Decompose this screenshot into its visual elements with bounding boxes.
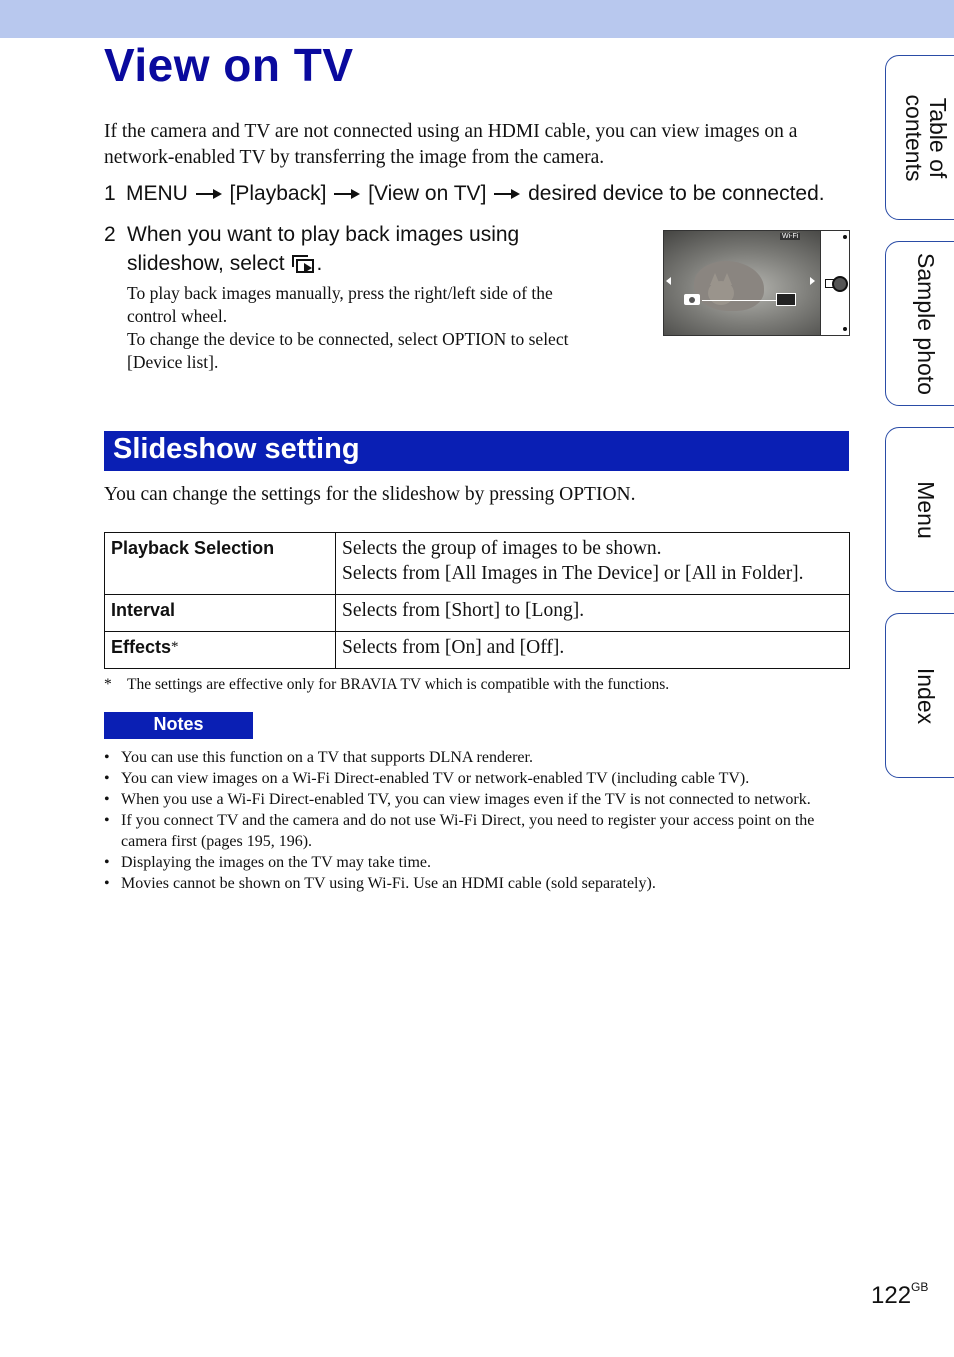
table-row — [105, 595, 850, 632]
tv-icon — [776, 293, 796, 306]
setting-description — [336, 595, 850, 632]
step-2-number: 2 — [104, 223, 116, 246]
step-2-body-line: To change the device to be connected, select OPTION to select [Device list]. — [127, 329, 569, 372]
list-item: • Displaying the images on the TV may take time. — [104, 852, 852, 873]
section-intro: You can change the settings for the slideshow by pressing OPTION. — [104, 484, 636, 505]
slideshow-section-header — [104, 431, 849, 471]
step-1-part-menu: MENU — [126, 182, 188, 205]
tab-label — [902, 94, 950, 181]
tab-table-of-contents[interactable] — [885, 55, 954, 220]
section-heading: Slideshow setting — [113, 433, 360, 465]
setting-name — [105, 533, 336, 595]
step-2-heading-end: . — [316, 252, 323, 275]
step-1-part-view-on-tv: [View on TV] — [368, 182, 487, 205]
list-item: • When you use a Wi-Fi Direct-enabled TV, you can view images even if the TV is not connected to network. — [104, 789, 852, 810]
step-1-part-device: desired device to be connected. — [528, 182, 825, 205]
right-arrow-icon — [196, 189, 222, 199]
setting-name — [105, 595, 336, 632]
step-2-body-line: To play back images manually, press the right/left side of the control wheel. — [127, 283, 553, 326]
tab-index[interactable] — [885, 613, 954, 778]
camera-icon — [684, 294, 700, 305]
setting-description — [336, 632, 850, 669]
list-item: • If you connect TV and the camera and do not use Wi-Fi Direct, you need to register your access point on the camera first (pages 195, 196). — [104, 810, 852, 852]
list-item: • You can view images on a Wi-Fi Direct-enabled TV or network-enabled TV (including cable TV). — [104, 768, 852, 789]
setting-name-text: Interval — [111, 600, 176, 620]
intro-paragraph: If the camera and TV are not connected using an HDMI cable, you can view images on a network-enabled TV by transferring the image from the camera. — [104, 121, 798, 168]
footnote-mark: * — [171, 639, 179, 655]
slideshow-settings-table — [104, 532, 850, 669]
cat-photo — [694, 261, 764, 311]
dot-icon — [843, 235, 847, 239]
tab-label: Sample photo — [913, 252, 939, 395]
setting-description-line: Selects from [All Images in The Device] or [All in Folder]. — [342, 563, 804, 584]
camera-screen-illustration — [663, 230, 850, 336]
list-item: • You can use this function on a TV that supports DLNA renderer. — [104, 747, 852, 768]
setting-description-line: Selects the group of images to be shown. — [342, 538, 662, 559]
dot-icon — [843, 327, 847, 331]
right-arrow-icon — [494, 189, 520, 199]
top-banner — [0, 0, 954, 38]
tab-label: Index — [913, 667, 939, 724]
footnote-text: The settings are effective only for BRAVIA TV which is compatible with the functions. — [127, 676, 670, 693]
tab-label-line: contents — [901, 94, 927, 181]
page-title: View on TV — [104, 39, 354, 91]
step-2-heading-line-1: When you want to play back images using — [127, 223, 520, 246]
setting-name — [105, 632, 336, 669]
step-2-heading-line-2: slideshow, select — [127, 252, 285, 275]
setting-description-line: Selects from [On] and [Off]. — [342, 637, 565, 658]
transfer-line — [702, 300, 776, 301]
page-number — [871, 1280, 928, 1310]
camera-control-panel — [820, 231, 849, 335]
setting-description — [336, 533, 850, 595]
step-2-heading — [104, 220, 574, 278]
right-arrow-icon — [334, 189, 360, 199]
table-row — [105, 533, 850, 595]
page-number-suffix: GB — [911, 1280, 929, 1294]
setting-name-text: Effects — [111, 637, 172, 657]
setting-name-text: Playback Selection — [111, 538, 275, 558]
notes-list — [104, 747, 852, 894]
table-row — [105, 632, 850, 669]
step-2 — [104, 220, 574, 374]
step-1-part-playback: [Playback] — [229, 182, 327, 205]
wifi-icon: Wi-Fi — [782, 233, 799, 240]
step-1-number: 1 — [104, 182, 116, 205]
footnote-marker: * — [104, 676, 112, 693]
slideshow-icon — [292, 255, 314, 273]
tab-label-line: Table of — [925, 97, 951, 178]
list-item: • Movies cannot be shown on TV using Wi-Fi. Use an HDMI cable (sold separately). — [104, 873, 852, 894]
setting-description-line: Selects from [Short] to [Long]. — [342, 600, 585, 621]
step-1 — [104, 182, 825, 206]
control-wheel-icon — [832, 276, 848, 292]
right-arrow-icon — [810, 277, 815, 285]
tab-sample-photo[interactable] — [885, 241, 954, 406]
notes-label: Notes — [104, 712, 253, 739]
page-number-value: 122 — [871, 1282, 912, 1309]
left-arrow-icon — [666, 277, 671, 285]
step-2-body — [127, 282, 574, 374]
tab-menu[interactable] — [885, 427, 954, 592]
footnote — [104, 676, 669, 694]
tab-label: Menu — [913, 480, 939, 539]
